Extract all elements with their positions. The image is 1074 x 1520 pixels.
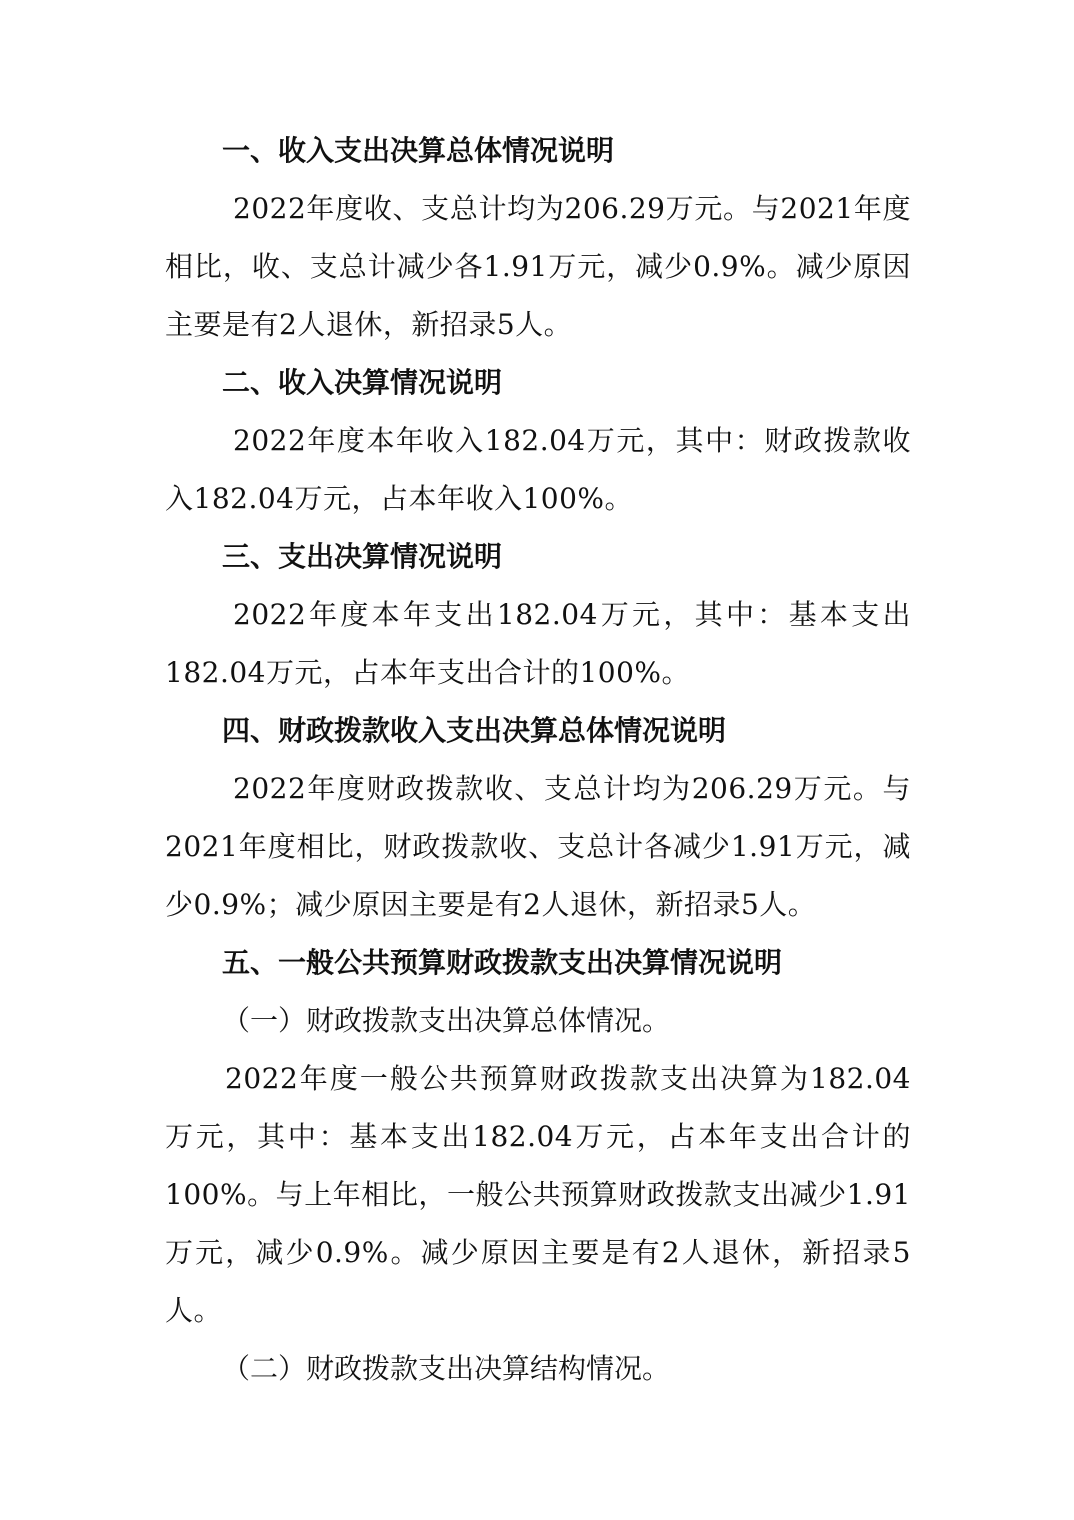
section-body-5: 2022年度一般公共预算财政拨款支出决算为182.04万元，其中：基本支出182.04万元，占本年支出合计的100%。与上年相比，一般公共预算财政拨款支出减少1.91万元，减少0.9%。减少原因主要是有2人退休，新招录5人。 (165, 1062, 911, 1327)
section-heading-4: 四、财政拨款收入支出决算总体情况说明 (222, 714, 727, 747)
subsection-heading-5-1: （一）财政拨款支出决算总体情况。 (222, 1004, 671, 1037)
section-heading-2: 二、收入决算情况说明 (222, 366, 503, 399)
section-body-3: 2022年度本年支出182.04万元，其中：基本支出182.04万元，占本年支出合计的100%。 (165, 598, 911, 689)
section-body-2: 2022年度本年收入182.04万元，其中：财政拨款收入182.04万元，占本年收入100%。 (165, 424, 911, 515)
section-heading-5: 五、一般公共预算财政拨款支出决算情况说明 (222, 946, 783, 979)
section-body-1: 2022年度收、支总计均为206.29万元。与2021年度相比，收、支总计减少各1.91万元，减少0.9%。减少原因主要是有2人退休，新招录5人。 (165, 192, 911, 341)
section-heading-1: 一、收入支出决算总体情况说明 (222, 134, 615, 167)
section-heading-3: 三、支出决算情况说明 (222, 540, 503, 573)
subsection-heading-5-2: （二）财政拨款支出决算结构情况。 (222, 1352, 671, 1385)
section-body-4: 2022年度财政拨款收、支总计均为206.29万元。与2021年度相比，财政拨款收、支总计各减少1.91万元，减少0.9%；减少原因主要是有2人退休，新招录5人。 (165, 772, 911, 921)
document-body (165, 122, 911, 1398)
